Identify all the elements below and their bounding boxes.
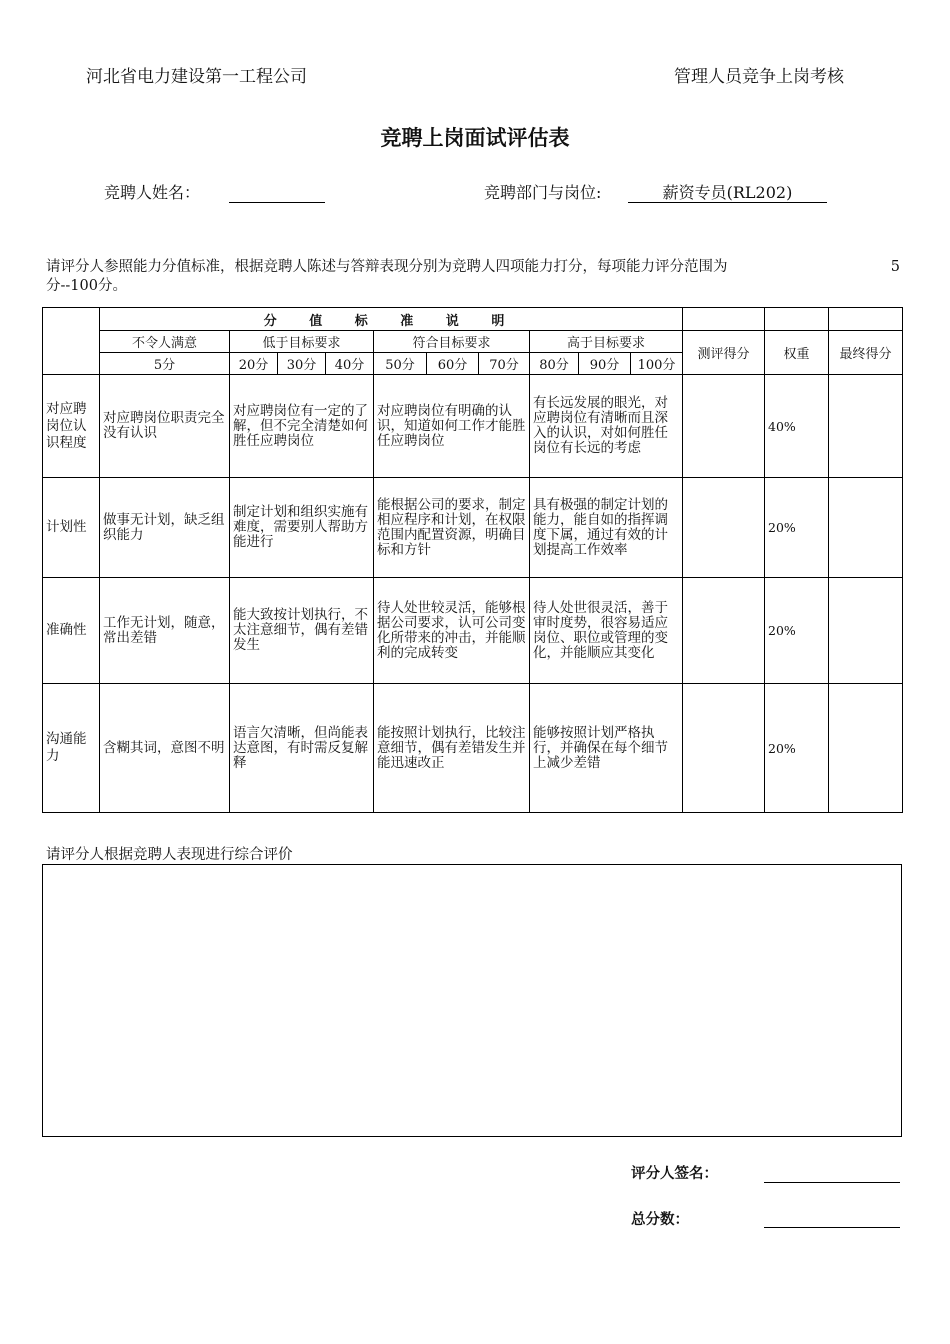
total-score-line[interactable] <box>764 1226 900 1228</box>
position-field[interactable]: 薪资专员(RL202) <box>628 180 827 203</box>
desc-below-target: 对应聘岗位有一定的了解，但不完全清楚如何胜任应聘岗位 <box>230 375 374 478</box>
instruction-text: 请评分人参照能力分值标准，根据竞聘人陈述与答辩表现分别为竞聘人四项能力打分，每项能力评分范围为 <box>46 259 728 275</box>
level-unsatisfactory: 不令人满意 <box>100 331 230 353</box>
desc-meets-target: 能按照计划执行，比较注意细节，偶有差错发生并能迅速改正 <box>374 684 530 813</box>
criterion-label: 对应聘岗位认识程度 <box>43 375 100 478</box>
level-meets-target: 符合目标要求 <box>374 331 530 353</box>
final-score-input[interactable] <box>829 478 903 578</box>
corner-cell <box>43 308 100 375</box>
score-input[interactable] <box>683 375 765 478</box>
score-80: 80分 <box>530 353 579 375</box>
final-score-input[interactable] <box>829 578 903 684</box>
score-5: 5分 <box>100 353 230 375</box>
criterion-label: 计划性 <box>43 478 100 578</box>
desc-meets-target: 能根据公司的要求，制定相应程序和计划，在权限范围内配置资源，明确目标和方针 <box>374 478 530 578</box>
candidate-name-field[interactable] <box>229 180 325 203</box>
level-below-target: 低于目标要求 <box>230 331 374 353</box>
criterion-label: 准确性 <box>43 578 100 684</box>
weight-value: 20% <box>765 578 829 684</box>
desc-unsatisfactory: 做事无计划，缺乏组织能力 <box>100 478 230 578</box>
rater-signature-line[interactable] <box>764 1181 900 1183</box>
desc-meets-target: 待人处世较灵活，能够根据公司要求，认可公司变化所带来的冲击，并能顺利的完成转变 <box>374 578 530 684</box>
desc-below-target: 制定计划和组织实施有难度，需要别人帮助方能进行 <box>230 478 374 578</box>
instruction <box>46 258 904 296</box>
desc-above-target: 有长远发展的眼光，对应聘岗位有清晰而且深入的认识，对如何胜任岗位有长远的考虑 <box>530 375 683 478</box>
score-30: 30分 <box>278 353 326 375</box>
weight-value: 20% <box>765 684 829 813</box>
rater-signature-label: 评分人签名： <box>631 1165 718 1182</box>
total-score-label: 总分数： <box>631 1211 689 1228</box>
weight-value: 20% <box>765 478 829 578</box>
evaluation-table <box>42 307 903 813</box>
overall-evaluation-label: 请评分人根据竞聘人表现进行综合评价 <box>46 847 293 863</box>
position-label: 竞聘部门与岗位: <box>484 183 602 202</box>
header-blank-weight <box>765 308 829 331</box>
col-final-header: 最终得分 <box>829 331 903 375</box>
desc-below-target: 能大致按计划执行，不太注意细节，偶有差错发生 <box>230 578 374 684</box>
header-blank-score <box>683 308 765 331</box>
score-input[interactable] <box>683 578 765 684</box>
final-score-input[interactable] <box>829 684 903 813</box>
standard-header: 分 值 标 准 说 明 <box>100 308 683 331</box>
desc-above-target: 能够按照计划严格执行，并确保在每个细节上减少差错 <box>530 684 683 813</box>
level-above-target: 高于目标要求 <box>530 331 683 353</box>
company-name: 河北省电力建设第一工程公司 <box>86 67 307 87</box>
score-70: 70分 <box>479 353 530 375</box>
desc-unsatisfactory: 对应聘岗位职责完全没有认识 <box>100 375 230 478</box>
candidate-name-label: 竞聘人姓名： <box>104 183 201 202</box>
score-20: 20分 <box>230 353 278 375</box>
table-row <box>43 684 903 813</box>
instruction-range-end: 分--100分。 <box>46 278 127 294</box>
desc-above-target: 待人处世很灵活，善于审时度势，很容易适应岗位、职位或管理的变化，并能顺应其变化 <box>530 578 683 684</box>
desc-above-target: 具有极强的制定计划的能力，能自如的指挥调度下属，通过有效的计划提高工作效率 <box>530 478 683 578</box>
col-weight-header: 权重 <box>765 331 829 375</box>
col-score-header: 测评得分 <box>683 331 765 375</box>
desc-unsatisfactory: 含糊其词，意图不明 <box>100 684 230 813</box>
page-title: 竞聘上岗面试评估表 <box>380 125 570 150</box>
desc-below-target: 语言欠清晰，但尚能表达意图，有时需反复解释 <box>230 684 374 813</box>
table-row <box>43 375 903 478</box>
score-100: 100分 <box>631 353 683 375</box>
score-40: 40分 <box>326 353 374 375</box>
score-90: 90分 <box>579 353 631 375</box>
table-row <box>43 578 903 684</box>
weight-value: 40% <box>765 375 829 478</box>
document-type: 管理人员竞争上岗考核 <box>674 67 844 87</box>
desc-meets-target: 对应聘岗位有明确的认识，知道如何工作才能胜任应聘岗位 <box>374 375 530 478</box>
instruction-range-start: 5 <box>890 259 900 275</box>
score-input[interactable] <box>683 478 765 578</box>
score-50: 50分 <box>374 353 427 375</box>
table-row <box>43 478 903 578</box>
header-blank-final <box>829 308 903 331</box>
score-input[interactable] <box>683 684 765 813</box>
final-score-input[interactable] <box>829 375 903 478</box>
overall-evaluation-box[interactable] <box>42 864 902 1137</box>
desc-unsatisfactory: 工作无计划，随意，常出差错 <box>100 578 230 684</box>
criterion-label: 沟通能力 <box>43 684 100 813</box>
score-60: 60分 <box>427 353 479 375</box>
